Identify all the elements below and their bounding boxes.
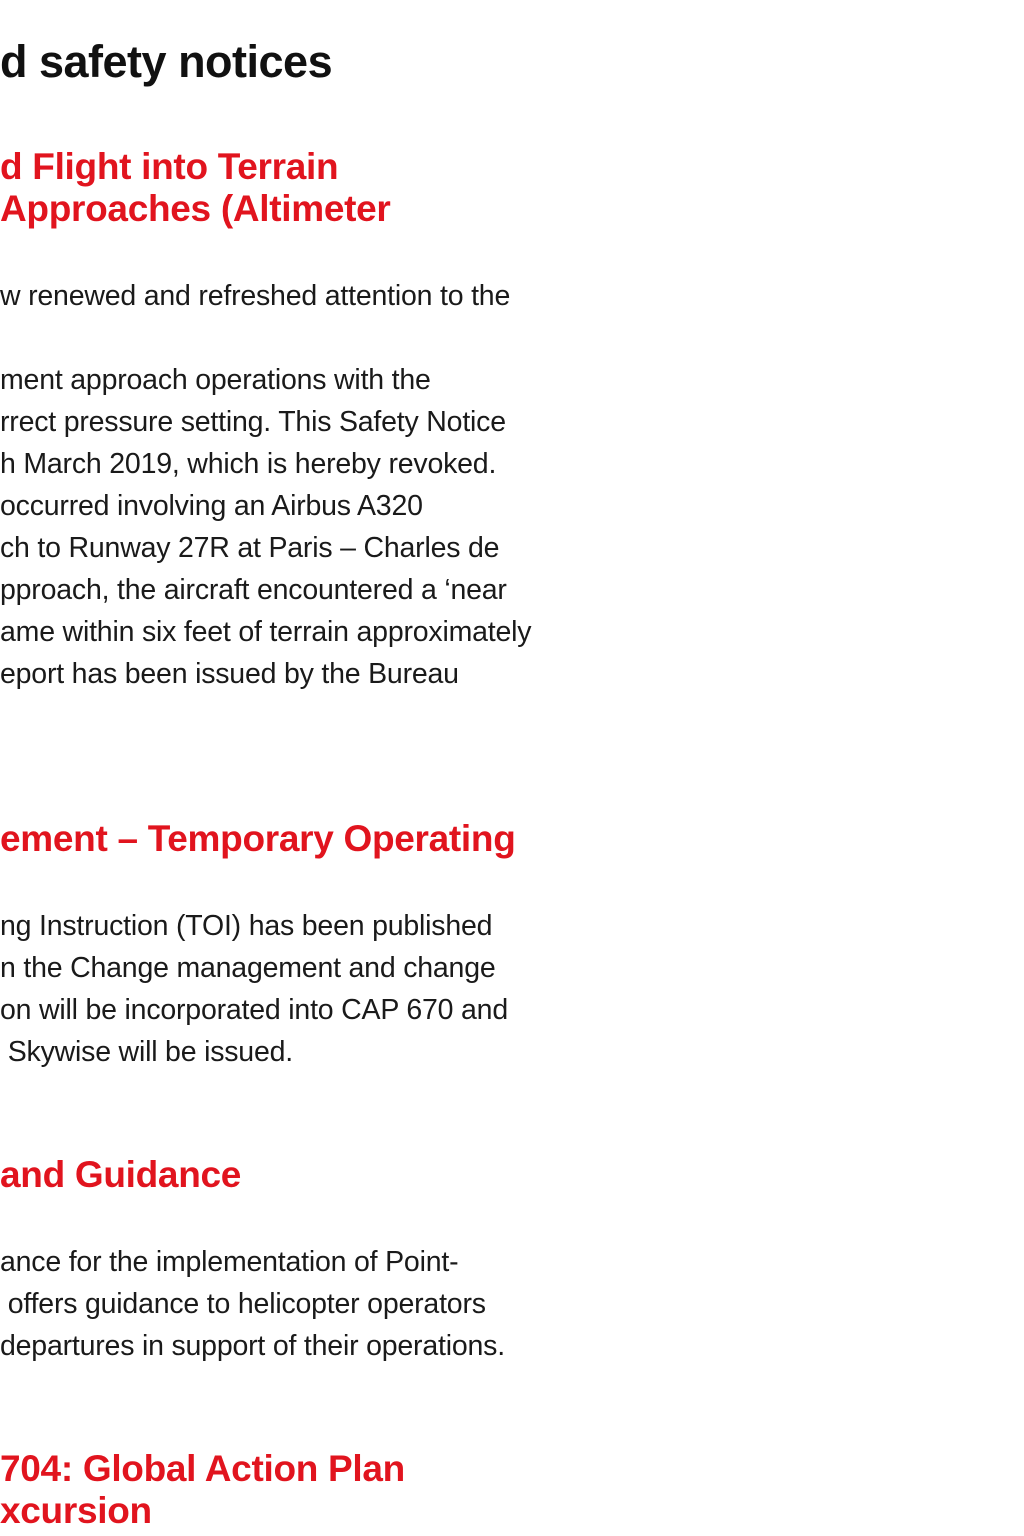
notice-3-heading[interactable]: and Guidance (0, 1154, 242, 1195)
notice-1-body-line: eport has been issued by the Bureau (0, 658, 459, 690)
notice-1-body-line: ment approach operations with the (0, 364, 431, 396)
notice-1-body-line: ch to Runway 27R at Paris – Charles de (0, 532, 500, 564)
notice-1-body-line: w renewed and refreshed attention to the (0, 280, 511, 312)
notice-2-body-line: on will be incorporated into CAP 670 and (0, 994, 508, 1026)
notice-1-heading-line-2[interactable]: Approaches (Altimeter (0, 188, 391, 229)
notice-1-body-line: pproach, the aircraft encountered a ‘near (0, 574, 507, 606)
notice-1-heading-line-1[interactable]: d Flight into Terrain (0, 146, 339, 187)
notice-1-body-line: ame within six feet of terrain approximately (0, 616, 532, 648)
notice-1-body-line: occurred involving an Airbus A320 (0, 490, 423, 522)
notice-2-body-line: n the Change management and change (0, 952, 496, 984)
notice-4-heading-line-1[interactable]: 704: Global Action Plan (0, 1448, 405, 1489)
notice-3-body-line: offers guidance to helicopter operators (0, 1288, 486, 1320)
notice-4-heading-line-2[interactable]: xcursion (0, 1490, 152, 1531)
notice-3-body-line: ance for the implementation of Point- (0, 1246, 459, 1278)
notice-2-heading[interactable]: ement – Temporary Operating (0, 818, 516, 859)
notice-2-body-line: ng Instruction (TOI) has been published (0, 910, 493, 942)
notice-1-body-line: h March 2019, which is hereby revoked. (0, 448, 497, 480)
notice-1-body-line: rrect pressure setting. This Safety Notice (0, 406, 506, 438)
notice-2-body-line: Skywise will be issued. (0, 1036, 293, 1068)
notice-3-body-line: departures in support of their operations. (0, 1330, 505, 1362)
page-title: d safety notices (0, 36, 333, 87)
